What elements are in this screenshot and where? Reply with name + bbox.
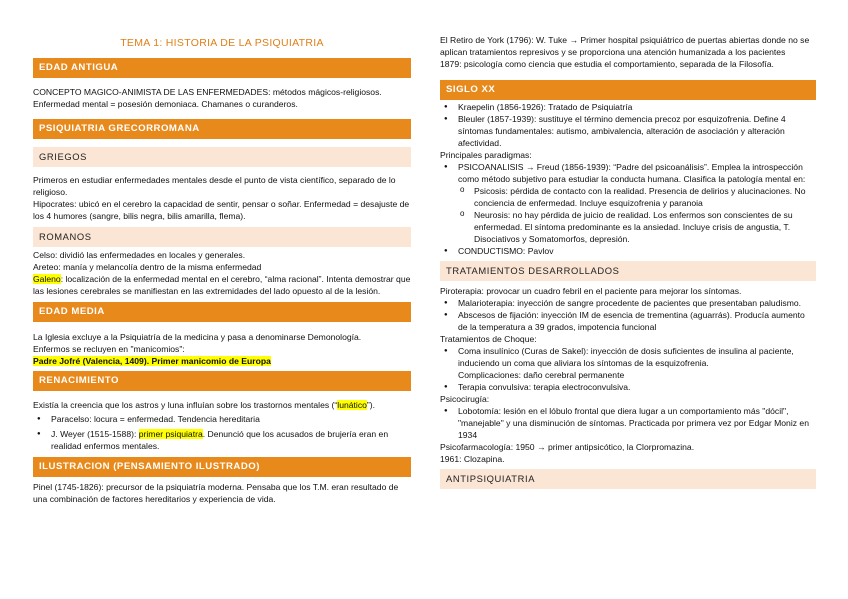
paragraph: 1961: Clozapina.: [440, 454, 505, 464]
paragraph: Areteo: manía y melancolía dentro de la misma enfermedad: [33, 262, 262, 272]
paragraph: Enfermos se recluyen en "manicomios":: [33, 344, 185, 354]
paragraph: Tratamientos de Choque:: [440, 334, 537, 344]
list-item: ● Kraepelin (1856-1926): Tratado de Psiquiatría: [440, 101, 816, 113]
bullet-list: [33, 413, 411, 452]
list-item: ● Paracelso: locura = enfermedad. Tendencia hereditaria: [33, 413, 411, 425]
paragraph: Psicocirugía:: [440, 394, 490, 404]
section-body-edad-antigua: [33, 86, 411, 110]
bullet-list: [440, 297, 816, 333]
bullet-list: [440, 405, 816, 441]
list-item: o Psicosis: pérdida de contacto con la realidad. Presencia de delirios y alucinaciones. No conciencia de enfermedad. Incluye esquizofrenia y paranoia: [456, 185, 816, 209]
section-header-grecorromana: PSIQUIATRIA GRECORROMANA: [33, 119, 411, 139]
subsection-header-romanos: ROMANOS: [33, 227, 411, 247]
paragraph: Hipocrates: ubicó en el cerebro la capacidad de sentir, pensar o soñar. Enfermedad = desajuste de los 4 humores (sangre, bilis negra, bilis amarilla, flema).: [33, 199, 410, 221]
section-header-tratamientos: TRATAMIENTOS DESARROLLADOS: [440, 261, 816, 281]
paragraph: Principales paradigmas:: [440, 150, 532, 160]
list-item: ● Malarioterapia: inyección de sangre procedente de pacientes que presentaban paludismo.: [440, 297, 816, 309]
bullet-list: [440, 345, 816, 393]
paragraph: Enfermedad mental = posesión demoniaca. Chamanes o curanderos.: [33, 99, 298, 109]
section-header-antipsiquiatria: ANTIPSIQUIATRIA: [440, 469, 816, 489]
section-body-siglo-xx: [440, 101, 816, 257]
section-body-edad-media: [33, 331, 411, 367]
highlighted-text: lunático: [337, 400, 367, 410]
paragraph: 1879: psicología como ciencia que estudia el comportamiento, separada de la Filosofía.: [440, 59, 774, 69]
paragraph: El Retiro de York (1796): W. Tuke → Primer hospital psiquiátrico de puertas abiertas donde no se aplican tratamientos represivos y se proporciona una atención humanizada a los pacientes: [440, 35, 810, 57]
section-body-tratamientos: [440, 285, 816, 465]
bullet-list: [440, 101, 816, 149]
right-column: [440, 0, 816, 489]
paragraph: Psicofarmacología: 1950 → primer antipsicótico, la Clorpromazina.: [440, 442, 695, 452]
section-header-ilustracion: ILUSTRACION (PENSAMIENTO ILUSTRADO): [33, 457, 411, 477]
sub-bullet-list: [456, 185, 816, 245]
left-column: [33, 0, 411, 505]
list-item: ● PSICOANALISIS → Freud (1856-1939): “Padre del psicoanálisis”. Emplea la introspección como método subjetivo para estudiar la conducta humana. Clasifica la patología mental en:: [440, 161, 816, 185]
list-item: ● J. Weyer (1515-1588): primer psiquiatra. Denunció que los acusados de brujería eran en realidad enfermos mentales.: [33, 428, 411, 452]
paragraph: Existía la creencia que los astros y luna influían sobre los trastornos mentales (“lunático”).: [33, 400, 376, 410]
list-item: ● CONDUCTISMO: Pavlov: [440, 245, 816, 257]
paragraph: Primeros en estudiar enfermedades mentales desde el punto de vista científico, separado de lo religioso.: [33, 175, 396, 197]
section-header-edad-media: EDAD MEDIA: [33, 302, 411, 322]
bullet-list: [440, 245, 816, 257]
list-item: ● Lobotomía: lesión en el lóbulo frontal que diera lugar a un comportamiento más "dócil", "manejable" y una disminución de síntomas. Practicada por primera vez por Edgar Moniz en 1934: [440, 405, 816, 441]
paragraph: Galeno: localización de la enfermedad mental en el cerebro, “alma racional”. Intenta demostrar que las lesiones cerebrales se manifiestan en las extremidades del lado opuesto al de la lesión.: [33, 274, 411, 296]
bold-text: CONCEPTO MAGICO-ANIMISTA DE LAS ENFERMEDADES:: [33, 87, 271, 97]
section-body-ilustracion: [33, 481, 411, 505]
section-body-griegos: [33, 174, 411, 222]
list-item: ● Coma insulínico (Curas de Sakel): inyección de dosis suficientes de insulina al paciente, induciendo un coma que aliviara los síntomas de la esquizofrenia. Complicaciones: daño cerebral permanente: [440, 345, 816, 381]
paragraph: Pinel (1745-1826): precursor de la psiquiatría moderna. Pensaba que los T.M. eran resultado de una combinación de factores hereditarios y experiencia de vida.: [33, 482, 399, 504]
section-body-romanos: [33, 249, 411, 297]
paragraph: Celso: dividió las enfermedades en locales y generales.: [33, 250, 246, 260]
list-item: ● Abscesos de fijación: inyección IM de esencia de trementina (aguarrás). Producía aumento de la temperatura a 39 grados, impotencia funcional: [440, 309, 816, 333]
paragraph: La Iglesia excluye a la Psiquiatría de la medicina y pasa a denominarse Demonología.: [33, 332, 362, 342]
section-header-renacimiento: RENACIMIENTO: [33, 371, 411, 391]
section-body-renacimiento: [33, 399, 411, 452]
paragraph: [33, 355, 411, 367]
highlighted-text: Galeno: [33, 274, 61, 284]
bullet-list: [440, 161, 816, 185]
paragraph: CONCEPTO MAGICO-ANIMISTA DE LAS ENFERMEDADES: métodos mágicos-religiosos.: [33, 87, 382, 97]
subsection-header-griegos: GRIEGOS: [33, 147, 411, 167]
highlighted-text: primer psiquiatra: [138, 429, 203, 439]
list-item: ● Terapia convulsiva: terapia electroconvulsiva.: [440, 381, 816, 393]
highlighted-text: Padre Jofré (Valencia, 1409). Primer manicomio de Europa: [33, 356, 271, 366]
list-item: o Neurosis: no hay pérdida de juicio de realidad. Los enfermos son conscientes de su enfermedad. El síntoma predominante es la ansiedad. Incluye crisis de angustia, T. Disociativos y Somatomorfos, depresión.: [456, 209, 816, 245]
list-item: ● Bleuler (1857-1939): sustituye el término demencia precoz por esquizofrenia. Define 4 síntomas fundamentales: autismo, ambivalencia, alteración de asociación y alteración afectividad.: [440, 113, 816, 149]
intro-block: [440, 34, 816, 70]
section-header-edad-antigua: EDAD ANTIGUA: [33, 58, 411, 78]
document-title: TEMA 1: HISTORIA DE LA PSIQUIATRIA: [120, 37, 324, 49]
section-header-siglo-xx: SIGLO XX: [440, 80, 816, 100]
paragraph: Piroterapia: provocar un cuadro febril en el paciente para mejorar los síntomas.: [440, 286, 742, 296]
